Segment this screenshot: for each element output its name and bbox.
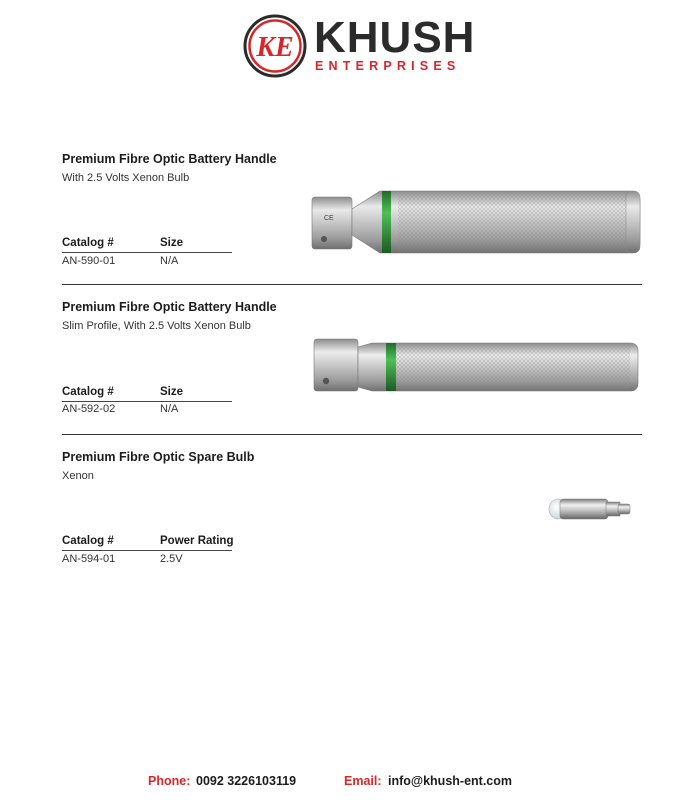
phone-label: Phone: bbox=[148, 774, 191, 788]
catalog-header: Catalog # bbox=[62, 535, 114, 547]
power-rating-value: 2.5V bbox=[160, 553, 183, 565]
product-subtitle: Xenon bbox=[62, 470, 94, 482]
email-address[interactable]: info@khush-ent.com bbox=[388, 774, 512, 788]
email-label: Email: bbox=[344, 774, 382, 788]
product-subtitle: Slim Profile, With 2.5 Volts Xenon Bulb bbox=[62, 320, 251, 332]
catalog-header: Catalog # bbox=[62, 386, 114, 398]
slim-battery-handle-image bbox=[312, 337, 642, 393]
brand-header bbox=[0, 0, 689, 90]
section-divider bbox=[62, 434, 642, 435]
catalog-number: AN-594-01 bbox=[62, 553, 116, 565]
product-title: Premium Fibre Optic Spare Bulb bbox=[62, 450, 255, 464]
battery-handle-image bbox=[310, 187, 646, 255]
spec-divider bbox=[62, 401, 232, 402]
phone-number: 0092 3226103119 bbox=[196, 774, 297, 788]
product-title: Premium Fibre Optic Battery Handle bbox=[62, 300, 277, 314]
brand-monogram: KE bbox=[256, 32, 294, 63]
size-value: N/A bbox=[160, 255, 179, 267]
spec-divider bbox=[62, 252, 232, 253]
size-header: Size bbox=[160, 386, 184, 398]
spec-divider bbox=[62, 550, 232, 551]
section-divider bbox=[62, 284, 642, 285]
product-subtitle: With 2.5 Volts Xenon Bulb bbox=[62, 172, 190, 184]
power-rating-header: Power Rating bbox=[160, 535, 234, 547]
xenon-bulb-image bbox=[548, 494, 634, 524]
catalog-header: Catalog # bbox=[62, 237, 114, 249]
catalog-number: AN-590-01 bbox=[62, 255, 116, 267]
brand-name: KHUSH bbox=[314, 13, 476, 62]
size-value: N/A bbox=[160, 403, 179, 415]
catalog-number: AN-592-02 bbox=[62, 403, 116, 415]
brand-logo-icon bbox=[243, 14, 307, 78]
ce-marking: CE bbox=[324, 215, 334, 222]
brand-tagline: ENTERPRISES bbox=[315, 59, 461, 73]
product-title: Premium Fibre Optic Battery Handle bbox=[62, 152, 277, 166]
size-header: Size bbox=[160, 237, 184, 249]
